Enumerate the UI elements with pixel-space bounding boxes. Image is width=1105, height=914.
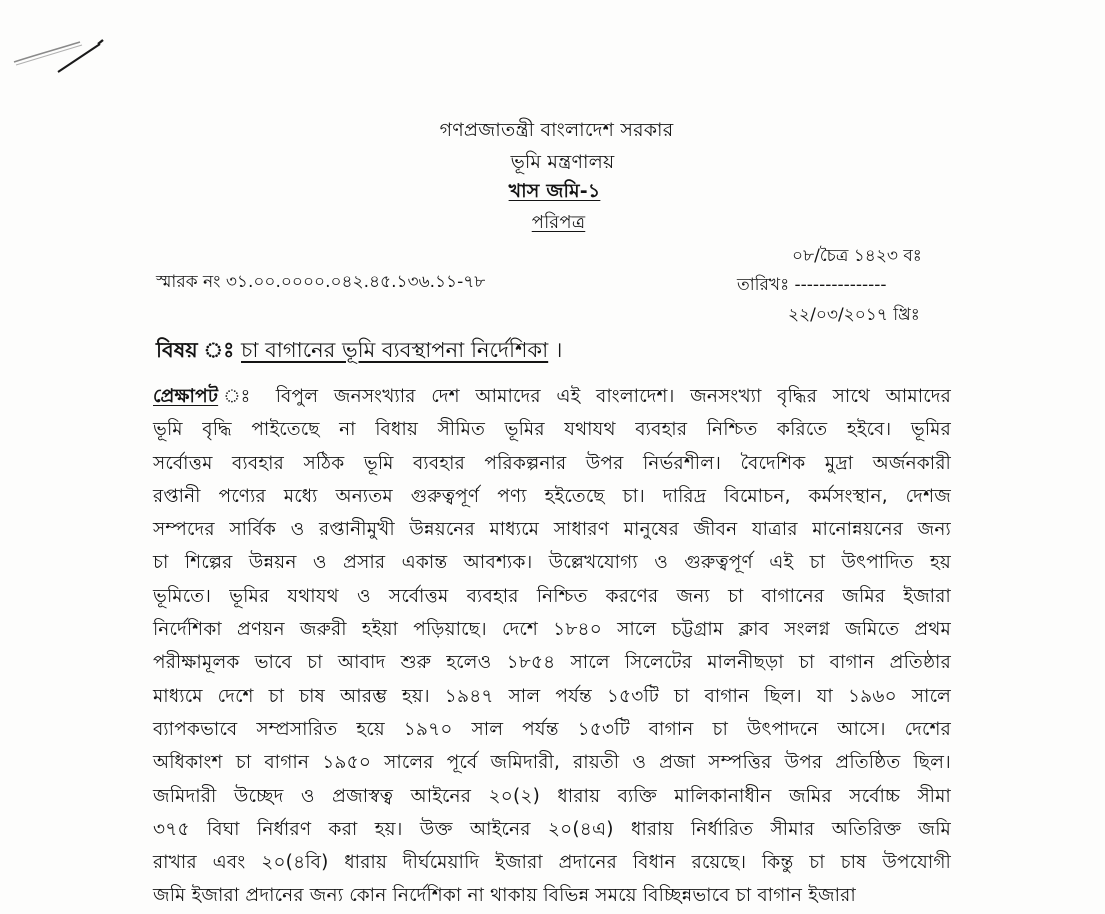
date-bangla: ০৮/চৈত্র ১৪২৩ বঃ xyxy=(792,246,922,266)
paragraph-line: ভূমিতে। ভূমির যথাযথ ও সর্বোত্তম ব্যবহার নিশ্চিত করণের জন্য চা বাগানের জমির ইজারা xyxy=(153,585,951,607)
paragraph-line xyxy=(153,380,951,413)
section-title-text: খাস জমি-১ xyxy=(508,180,601,202)
document-type-text: পরিপত্র xyxy=(531,212,586,233)
paragraph-line: ভূমি বৃদ্ধি পাইতেছে না বিধায় সীমিত ভূমির যথাযথ ব্যবহার নিশ্চিত করিতে হইবে। ভূমির xyxy=(153,419,951,441)
date-label: তারিখঃ --------------- xyxy=(737,275,887,295)
paragraph-line: জমি ইজারা প্রদানের জন্য কোন নির্দেশিকা না থাকায় বিভিন্ন সময়ে বিচ্ছিন্নভাবে চা বাগান ইজারা xyxy=(153,885,856,907)
subject-text: চা বাগানের ভূমি ব্যবস্থাপনা নির্দেশিকা xyxy=(241,338,549,362)
document-type xyxy=(6,210,1105,236)
paragraph-line: সর্বোত্তম ব্যবহার সঠিক ভূমি ব্যবহার পরিকল্পনার উপর নির্ভরশীল। বৈদেশিক মুদ্রা অর্জনকারী xyxy=(153,452,951,474)
paragraph-line: জমিদারী উচ্ছেদ ও প্রজাস্বত্ব আইনের ২০(২) ধারায় ব্যক্তি মালিকানাধীন জমির সর্বোচ্চ সীমা xyxy=(153,785,951,807)
paragraph-line: নির্দেশিকা প্রণয়ন জরুরী হইয়া পড়িয়াছে। দেশে ১৮৪০ সালে চট্টগ্রাম ক্লাব সংলগ্ন জমিতে প্রথম xyxy=(153,619,951,641)
memo-reference: স্মারক নং ৩১.০০.০০০০.০৪২.৪৫.১৩৬.১১-৭৮ xyxy=(156,272,486,292)
paragraph-line: রপ্তানী পণ্যের মধ্যে অন্যতম গুরুত্বপূর্ণ পণ্য হইতেছে চা। দারিদ্র বিমোচন, কর্মসংস্থান, দেশজ xyxy=(153,485,951,507)
paragraph-line: রাখার এবং ২০(৪বি) ধারায় দীর্ঘমেয়াদি ইজারা প্রদানের বিধান রয়েছে। কিন্তু চা চাষ উপযোগী xyxy=(153,852,951,874)
background-paragraph xyxy=(153,380,951,913)
background-label: প্রেক্ষাপট xyxy=(153,386,219,407)
subject-label: বিষয় ঃ xyxy=(156,338,235,362)
paragraph-line: ৩৭৫ বিঘা নির্ধারণ করা হয়। উক্ত আইনের ২০(৪এ) ধারায় নির্ধারিত সীমার অতিরিক্ত জমি xyxy=(153,818,951,840)
subject-end-mark: । xyxy=(554,338,563,362)
paragraph-line: ব্যাপকভাবে সম্প্রসারিত হয়ে ১৯৭০ সাল পর্যন্ত ১৫৩টি বাগান চা উৎপাদনে আসে। দেশের xyxy=(153,718,951,740)
paragraph-line: অধিকাংশ চা বাগান ১৯৫০ সালের পূর্বে জমিদারী, রায়তী ও প্রজা সম্পত্তির উপর প্রতিষ্ঠিত ছিল। xyxy=(153,752,951,774)
ministry-title: ভূমি মন্ত্রণালয় xyxy=(510,151,615,173)
date-english: ২২/০৩/২০১৭ খ্রিঃ xyxy=(788,305,920,325)
paragraph-line: পরীক্ষামূলক ভাবে চা আবাদ শুরু হলেও ১৮৫৪ সালে সিলেটের মালনীছড়া চা বাগান প্রতিষ্ঠার xyxy=(153,652,951,674)
section-title xyxy=(2,178,1105,204)
paragraph-line: মাধ্যমে দেশে চা চাষ আরম্ভ হয়। ১৯৪৭ সাল পর্যন্ত ১৫৩টি চা বাগান ছিল। যা ১৯৬০ সালে xyxy=(153,685,951,707)
pen-stroke-mark xyxy=(10,32,110,80)
first-line-text: ঃ বিপুল জনসংখ্যার দেশ আমাদের এই বাংলাদেশ। জনসংখ্যা বৃদ্ধির সাথে আমাদের xyxy=(218,386,951,407)
subject-line xyxy=(156,335,562,365)
paragraph-line: চা শিল্পের উন্নয়ন ও প্রসার একান্ত আবশ্যক। উল্লেখযোগ্য ও গুরুত্বপূর্ণ এই চা উৎপাদিত হয় xyxy=(153,552,951,574)
paragraph-line: সম্পদের সার্বিক ও রপ্তানীমুখী উন্নয়নের মাধ্যমে সাধারণ মানুষের জীবন যাত্রার মানোন্নয়নের জন্য xyxy=(153,519,951,541)
government-title: গণপ্রজাতন্ত্রী বাংলাদেশ সরকার xyxy=(439,119,674,141)
